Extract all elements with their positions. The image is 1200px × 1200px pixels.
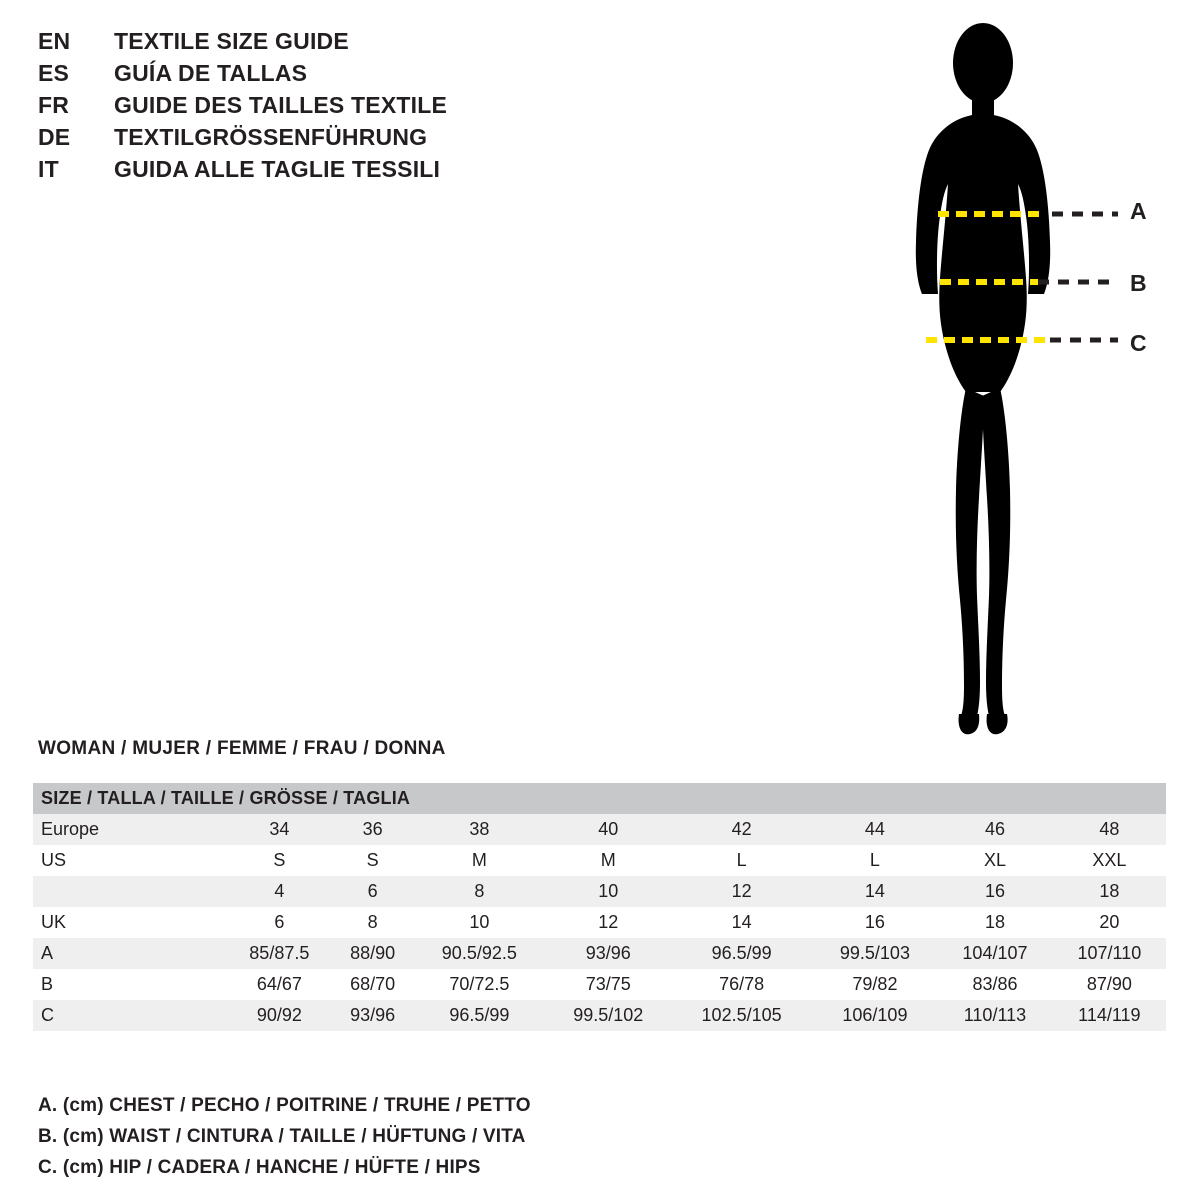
- cell: 85/87.5: [226, 938, 333, 969]
- cell: 8: [333, 907, 413, 938]
- cell: 16: [813, 907, 937, 938]
- cell: 90/92: [226, 1000, 333, 1031]
- measure-label-c: C: [1130, 330, 1147, 356]
- cell: 8: [413, 876, 546, 907]
- footnote-list: [38, 1090, 838, 1183]
- table-row: [33, 907, 1166, 938]
- cell: 107/110: [1053, 938, 1166, 969]
- cell: M: [413, 845, 546, 876]
- language-code: EN: [38, 28, 71, 54]
- footnote-b: B. (cm) WAIST / CINTURA / TAILLE / HÜFTUNG / VITA: [38, 1126, 526, 1147]
- cell: 48: [1053, 814, 1166, 845]
- language-title: GUÍA DE TALLAS: [114, 60, 308, 86]
- cell: 42: [670, 814, 812, 845]
- table-header-row: [33, 783, 1166, 814]
- cell: S: [226, 845, 333, 876]
- cell: 76/78: [670, 969, 812, 1000]
- table-section-title: WOMAN / MUJER / FEMME / FRAU / DONNA: [38, 738, 446, 759]
- cell: 96.5/99: [413, 1000, 546, 1031]
- cell: L: [670, 845, 812, 876]
- language-title-list: [38, 28, 598, 188]
- cell: XXL: [1053, 845, 1166, 876]
- cell: 87/90: [1053, 969, 1166, 1000]
- language-code: ES: [38, 60, 70, 86]
- cell: 96.5/99: [670, 938, 812, 969]
- cell: 12: [546, 907, 670, 938]
- cell: 90.5/92.5: [413, 938, 546, 969]
- table-row: [33, 814, 1166, 845]
- table-row: [33, 876, 1166, 907]
- cell: L: [813, 845, 937, 876]
- cell: 6: [333, 876, 413, 907]
- language-row-fr: [38, 92, 598, 124]
- female-body-silhouette-icon: [860, 10, 1190, 750]
- language-row-en: [38, 28, 598, 60]
- cell: S: [333, 845, 413, 876]
- cell: 93/96: [546, 938, 670, 969]
- language-row-de: [38, 124, 598, 156]
- cell: 10: [546, 876, 670, 907]
- cell: 99.5/103: [813, 938, 937, 969]
- cell: 70/72.5: [413, 969, 546, 1000]
- table-row: [33, 969, 1166, 1000]
- language-title: TEXTILE SIZE GUIDE: [114, 28, 349, 54]
- cell: 18: [1053, 876, 1166, 907]
- cell: 104/107: [937, 938, 1053, 969]
- table-row: [33, 1000, 1166, 1031]
- footnote-c: C. (cm) HIP / CADERA / HANCHE / HÜFTE / HIPS: [38, 1157, 481, 1178]
- table-row: [33, 845, 1166, 876]
- cell: 16: [937, 876, 1053, 907]
- cell: 93/96: [333, 1000, 413, 1031]
- cell: 20: [1053, 907, 1166, 938]
- cell: 68/70: [333, 969, 413, 1000]
- cell: 44: [813, 814, 937, 845]
- language-title: TEXTILGRÖSSENFÜHRUNG: [114, 124, 428, 150]
- cell: 99.5/102: [546, 1000, 670, 1031]
- size-table-header-label: SIZE / TALLA / TAILLE / GRÖSSE / TAGLIA: [33, 783, 1166, 814]
- cell: 34: [226, 814, 333, 845]
- cell: 40: [546, 814, 670, 845]
- cell: 110/113: [937, 1000, 1053, 1031]
- cell: 79/82: [813, 969, 937, 1000]
- cell: 10: [413, 907, 546, 938]
- language-code: FR: [38, 92, 70, 118]
- footnote-a: A. (cm) CHEST / PECHO / POITRINE / TRUHE / PETTO: [38, 1095, 531, 1116]
- cell: 12: [670, 876, 812, 907]
- cell: 83/86: [937, 969, 1053, 1000]
- body-measurement-diagram: [860, 10, 1190, 750]
- row-label: Europe: [33, 814, 226, 845]
- measure-label-b: B: [1130, 270, 1147, 296]
- cell: 88/90: [333, 938, 413, 969]
- cell: 14: [670, 907, 812, 938]
- language-code: IT: [38, 156, 59, 182]
- language-title: GUIDA ALLE TAGLIE TESSILI: [114, 156, 441, 182]
- row-label: UK: [33, 907, 226, 938]
- cell: XL: [937, 845, 1053, 876]
- measure-label-a: A: [1130, 198, 1147, 224]
- cell: 64/67: [226, 969, 333, 1000]
- cell: 73/75: [546, 969, 670, 1000]
- size-table: [33, 783, 1166, 1031]
- cell: 4: [226, 876, 333, 907]
- language-title: GUIDE DES TAILLES TEXTILE: [114, 92, 447, 118]
- cell: M: [546, 845, 670, 876]
- language-row-es: [38, 60, 598, 92]
- cell: 102.5/105: [670, 1000, 812, 1031]
- cell: 38: [413, 814, 546, 845]
- language-code: DE: [38, 124, 71, 150]
- cell: 18: [937, 907, 1053, 938]
- cell: 6: [226, 907, 333, 938]
- row-label: C: [33, 1000, 226, 1031]
- language-row-it: [38, 156, 598, 188]
- row-label: B: [33, 969, 226, 1000]
- cell: 14: [813, 876, 937, 907]
- cell: 46: [937, 814, 1053, 845]
- row-label: A: [33, 938, 226, 969]
- cell: 106/109: [813, 1000, 937, 1031]
- table-row: [33, 938, 1166, 969]
- row-label: US: [33, 845, 226, 876]
- cell: 114/119: [1053, 1000, 1166, 1031]
- cell: 36: [333, 814, 413, 845]
- row-label: [33, 876, 226, 907]
